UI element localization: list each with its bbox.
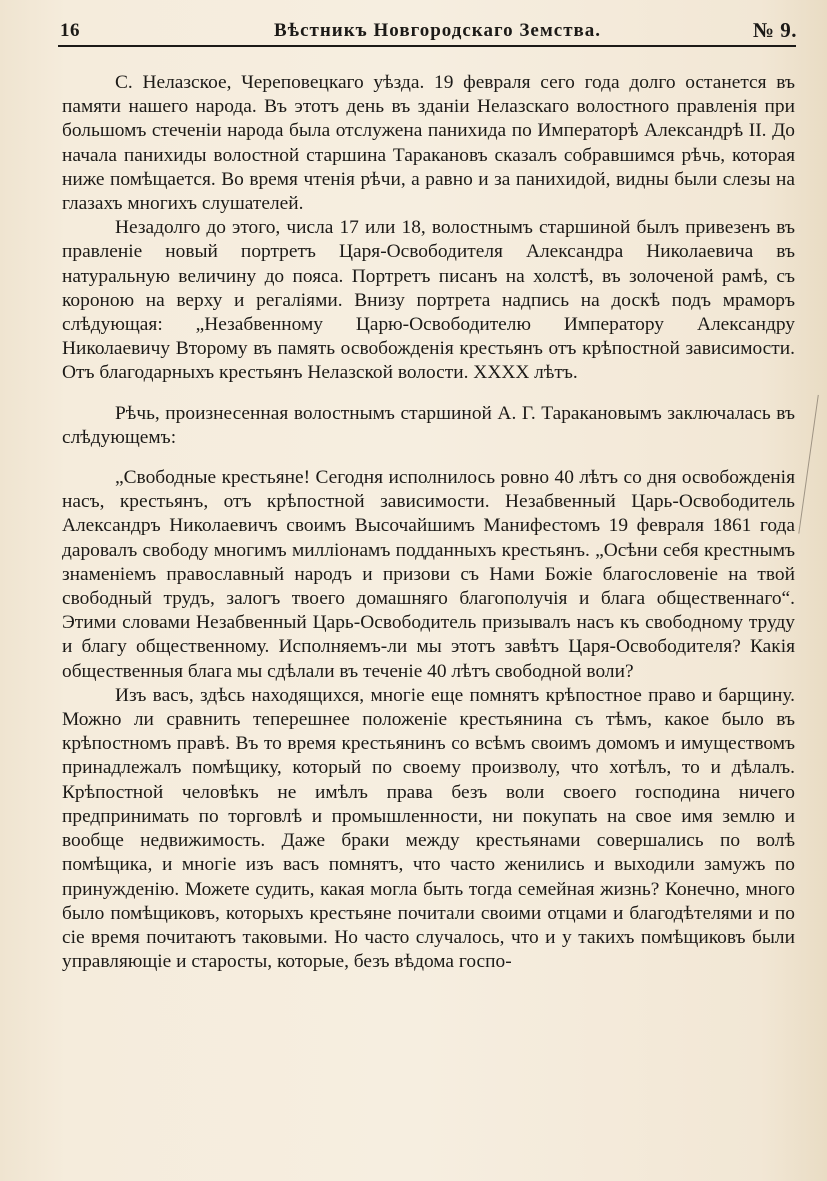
paragraph-gap (62, 386, 795, 402)
paragraph-speech-intro: Рѣчь, произнесенная волостнымъ старшиной А. Г. Таракановымъ заключалась въ слѣдующемъ: (62, 402, 795, 448)
paragraph-gap (62, 450, 795, 466)
paragraph-speech-opening: „Свободные крестьяне! Сегодня исполнилось ровно 40 лѣтъ со дня освобожденія насъ, крестьянъ, отъ крѣпостной зависимости. Незабвенный Царь-Освободитель Александръ Николаевичъ своимъ Высочайшимъ Манифестомъ 19 февраля 1861 года даровалъ свободу многимъ милліонамъ подданныхъ крестьянъ. „Осѣни себя крестнымъ знаменіемъ православный народъ и призови съ Нами Божіе благословеніе на твой свободный трудъ, залогъ твоего домашняго благополучія и блага общественнаго“. Этими словами Незабвенный Царь-Освободитель призывалъ насъ къ свободному труду и благу общественному. Исполняемъ-ли мы этотъ завѣтъ Царя-Освободителя? Какія общественныя блага мы сдѣлали въ теченіе 40 лѣтъ свободной воли? (62, 467, 795, 682)
article-body (62, 71, 795, 974)
issue-number: № 9. (752, 18, 797, 42)
header-rule (58, 45, 796, 47)
page-number: 16 (60, 20, 80, 41)
paragraph-nelazskoe: С. Нелазское, Череповецкаго уѣзда. 19 февраля сего года долго останется въ памяти нашего народа. Въ этотъ день въ зданіи Нелазскаго волостного правленія при большомъ стеченіи народа была отслужена панихида по Императорѣ Александрѣ II. До начала панихиды волостной старшина Таракановъ сказалъ собравшимся рѣчь, которая ниже помѣщается. Во время чтенія рѣчи, а равно и за панихидой, видны были слезы на глазахъ многихъ слушателей. (62, 72, 795, 215)
paragraph-portrait: Незадолго до этого, числа 17 или 18, волостнымъ старшиной былъ привезенъ въ правленіе новый портретъ Царя-Освободителя Александра Николаевича въ натуральную величину до пояса. Портретъ писанъ на холстѣ, въ золоченой рамѣ, съ короною на верху и регаліями. Внизу портрета надпись на доскѣ подъ мраморъ слѣдующая: „Незабвенному Царю-Освободителю Императору Александру Николаевичу Второму въ память освобожденія крестьянъ отъ крѣпостной зависимости. Отъ благодарныхъ крестьянъ Нелазской волости. XXXX лѣтъ. (62, 217, 795, 384)
paragraph-serfdom-memory: Изъ васъ, здѣсь находящихся, многіе еще помнятъ крѣпостное право и барщину. Можно ли сравнить теперешнее положеніе крестьянина съ тѣмъ, какое было въ крѣпостномъ правѣ. Въ то время крестьянинъ со всѣмъ своимъ домомъ и имуществомъ принадлежалъ помѣщику, который по своему произволу, что хотѣлъ, то и дѣлалъ. Крѣпостной человѣкъ не имѣлъ права безъ воли своего господина ничего предпринимать по торговлѣ и промышленности, ни покупать на свое имя землю и вообще недвижимость. Даже браки между крестьянами совершались по волѣ помѣщика, и многіе изъ васъ помнятъ, что часто женились и выходили замужъ по принужденію. Можете судить, какая могла быть тогда семейная жизнь? Конечно, много было помѣщиковъ, которыхъ крестьяне почитали своими отцами и благодѣтелями и по сіе время почитаютъ таковыми. Но часто случалось, что и у такихъ помѣщиковъ были управляющіе и старосты, которые, безъ вѣдома госпо- (62, 684, 795, 973)
page-header (60, 16, 797, 46)
page-fold-mark (798, 395, 827, 535)
journal-title: Вѣстникъ Новгородскаго Земства. (274, 20, 602, 41)
